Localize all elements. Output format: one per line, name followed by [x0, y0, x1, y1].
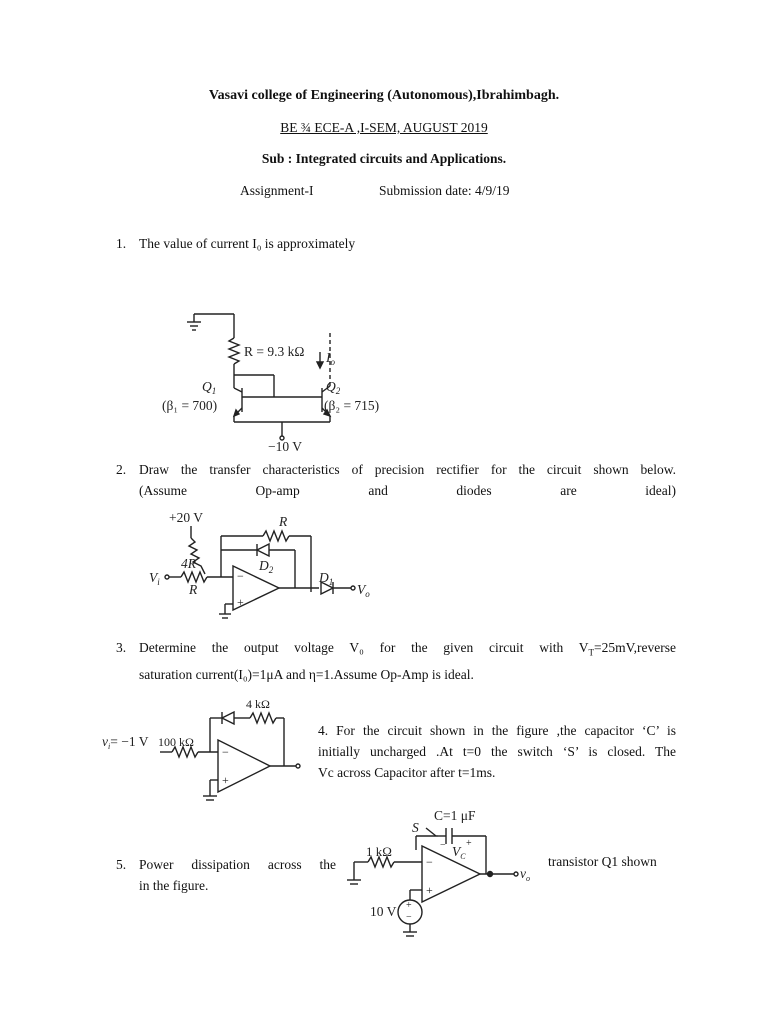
svg-text:+: + — [406, 900, 412, 911]
fig2-4r-label: 4R — [181, 556, 196, 571]
fig3-rin-label: 100 kΩ — [158, 735, 194, 749]
log-amplifier-figure — [100, 700, 310, 810]
svg-text:+: + — [222, 773, 229, 787]
question-2 — [116, 459, 676, 501]
fig4-r-label: 1 kΩ — [366, 844, 392, 859]
question-3-line1: Determine the output voltage V₀ for the given circuit with $V_T=25mV,reverse$ — [139, 640, 676, 658]
subject-line: Sub : Integrated circuits and Applications. — [261, 151, 507, 166]
question-1-text: The value of current I₀ is approximately — [139, 236, 356, 251]
svg-text:+: + — [466, 838, 472, 849]
fig4-vs-label: 10 V — [370, 904, 397, 919]
assignment-label: Assignment-I — [240, 183, 314, 198]
fig2-r-top-label: R — [279, 514, 288, 529]
fig1-io-label: $I_o$ — [326, 350, 335, 367]
fig2-d2-label: $D_2$ — [259, 558, 274, 575]
question-3 — [116, 637, 676, 685]
precision-rectifier-figure — [145, 508, 395, 626]
question-5-number: 5. — [116, 857, 127, 872]
svg-text:+: + — [237, 595, 244, 609]
svg-text:−: − — [222, 745, 229, 759]
question-3-number: 3. — [116, 640, 127, 655]
question-2-number: 2. — [116, 462, 127, 477]
fig2-vi-label: $V_i$ — [149, 570, 160, 587]
svg-text:−: − — [406, 912, 412, 923]
fig2-vcc-label: +20 V — [169, 510, 203, 525]
svg-text:+: + — [426, 883, 433, 897]
fig4-vo-label: $v_o$ — [520, 866, 530, 883]
question-4-line1: 4. For the circuit shown in the figure ,the capacitor ‘C’ is — [318, 723, 676, 738]
fig2-d1-label: $D_1$ — [319, 570, 334, 587]
question-5-left-text: Power dissipation across the — [139, 857, 336, 872]
fig3-rfb-label: 4 kΩ — [246, 700, 270, 711]
question-3-line2: saturation current(I₀)=1μA and η=1.Assume Op-Amp is ideal. — [139, 666, 474, 682]
current-mirror-figure — [150, 300, 410, 460]
fig3-vi-label: $v_i= -1$ V — [102, 734, 149, 751]
fig4-vc-label: $V_C$ — [452, 844, 466, 861]
svg-text:−: − — [440, 840, 446, 851]
fig1-q2-label: $Q_2$ — [326, 379, 341, 396]
fig1-resistor-label: R = 9.3 kΩ — [244, 344, 305, 359]
submission-date: Submission date: 4/9/19 — [379, 183, 510, 198]
question-5-right-text: transistor Q1 shown — [548, 854, 657, 869]
course-text: BE ¾ ECE-A ,I-SEM, AUGUST 2019 — [280, 120, 488, 135]
svg-text:−: − — [426, 855, 433, 869]
question-5 — [116, 854, 336, 896]
question-1 — [116, 233, 676, 254]
question-4 — [318, 720, 676, 783]
question-5-line2: in the figure. — [139, 878, 209, 893]
integrator-figure — [342, 806, 542, 942]
fig1-q2-beta: (β₂ = 715) — [324, 398, 380, 413]
fig4-c-label: C=1 μF — [434, 808, 476, 823]
fig1-q1-beta: (β₁ = 700) — [162, 398, 218, 413]
course-line — [0, 120, 768, 136]
question-4-line2: initially uncharged .At t=0 the switch ‘S’ is closed. The — [318, 744, 676, 759]
college-name: Vasavi college of Engineering (Autonomous),Ibrahimbagh. — [208, 88, 560, 103]
fig4-s-label: S — [412, 820, 419, 835]
svg-text:−: − — [237, 569, 244, 583]
fig1-q1-label: $Q_1$ — [202, 379, 217, 396]
question-4-line3: Vc across Capacitor after t=1ms. — [318, 765, 496, 780]
question-2-line2: (Assume Op-amp and diodes are ideal) — [139, 483, 676, 498]
fig2-r-in-label: R — [189, 582, 198, 597]
question-1-number: 1. — [116, 236, 127, 251]
fig1-vee-label: −10 V — [268, 439, 302, 454]
fig2-vo-label: $V_o$ — [357, 582, 370, 599]
question-2-line1: Draw the transfer characteristics of precision rectifier for the circuit shown below. — [139, 462, 676, 477]
